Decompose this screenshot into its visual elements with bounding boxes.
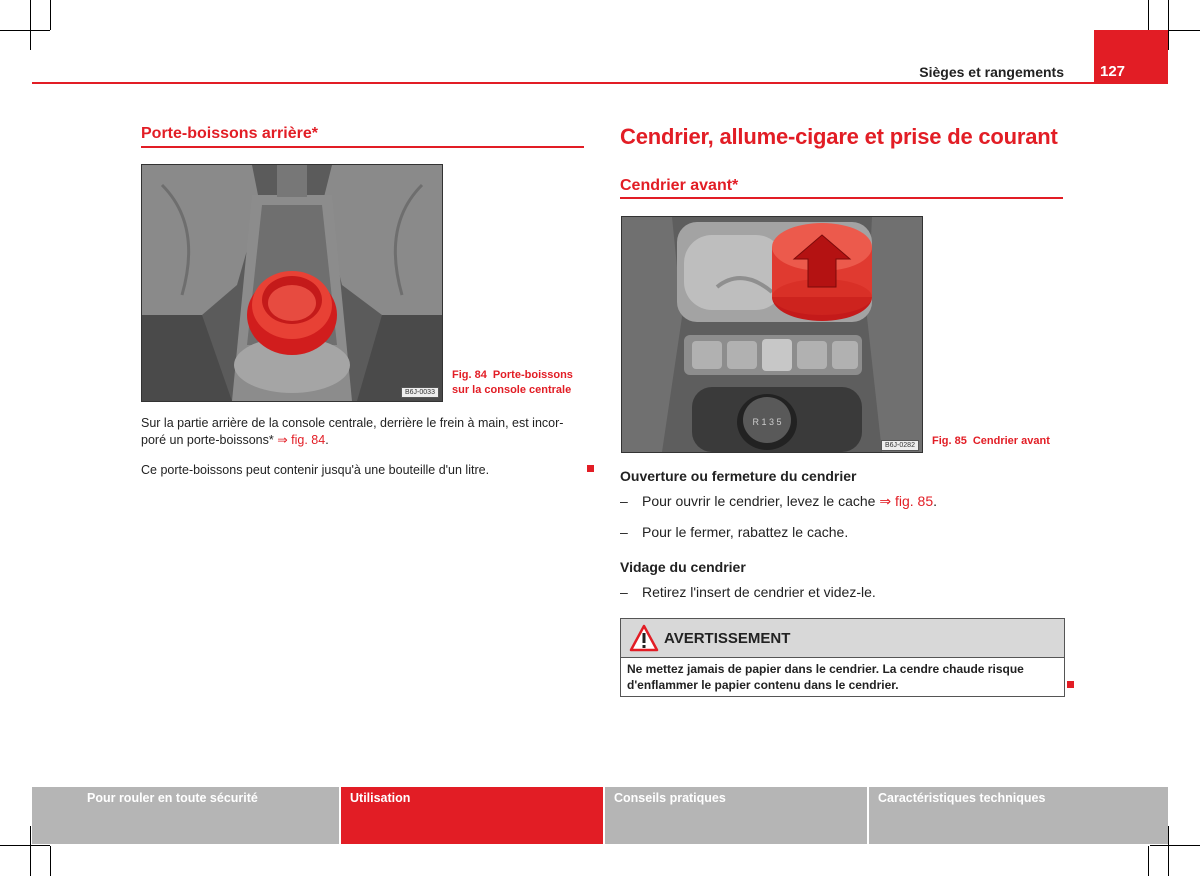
figure-84-image (141, 164, 443, 402)
crop-mark (1150, 845, 1200, 846)
footer-tab-securite[interactable] (32, 787, 339, 844)
caption-text: Porte-boissons (492, 369, 573, 381)
subheading-vidage: Vidage du cendrier (620, 559, 746, 575)
chapter-title: Cendrier, allume-cigare et prise de courant (620, 124, 1058, 149)
subheading-ouverture: Ouverture ou fermeture du cendrier (620, 468, 857, 484)
list-item (620, 493, 937, 510)
caption-text: sur la console centrale (452, 384, 572, 396)
footer-tab-label: Caractéristiques techniques (878, 791, 1046, 805)
figure-84-caption (452, 368, 573, 398)
end-of-section-square-icon (587, 465, 594, 472)
footer-tab-label: Pour rouler en toute sécurité (87, 791, 258, 805)
section-heading-rule (620, 197, 1063, 199)
cup-holder-illustration (142, 165, 442, 401)
footer-tab-label: Utilisation (350, 791, 411, 805)
crop-mark (1148, 0, 1149, 30)
list-item-text: . (933, 493, 937, 509)
warning-title: AVERTISSEMENT (664, 630, 791, 647)
figure-code: B6J-0282 (881, 440, 919, 451)
warning-box (620, 618, 1065, 697)
ashtray-illustration (622, 217, 922, 452)
crop-mark (0, 845, 50, 846)
footer-tab-utilisation[interactable] (341, 787, 603, 844)
running-head: Sièges et rangements (919, 64, 1064, 80)
footer-tab-label: Conseils pratiques (614, 791, 726, 805)
crop-mark (1168, 826, 1169, 876)
list-item-text: Pour ouvrir le cendrier, levez le cache (642, 493, 880, 509)
list-item-text: Pour le fermer, rabattez le cache. (642, 524, 849, 540)
paragraph-text: poré un porte-boissons* (141, 433, 278, 447)
crop-mark (30, 826, 31, 876)
footer-tab-caracteristiques[interactable] (869, 787, 1168, 844)
svg-text:R 1 3 5: R 1 3 5 (752, 417, 782, 427)
figure-85-image (621, 216, 923, 453)
crop-mark (1148, 846, 1149, 876)
list-item-text: Retirez l'insert de cendrier et videz-le. (642, 584, 876, 600)
paragraph: Ce porte-boissons peut contenir jusqu'à une bouteille d'un litre. (141, 463, 490, 477)
warning-triangle-icon (629, 624, 659, 652)
figure-reference-link[interactable]: ⇒ fig. 85 (879, 493, 934, 509)
caption-text: Cendrier avant (972, 435, 1050, 447)
end-of-section-square-icon (1067, 681, 1074, 688)
crop-mark (1168, 0, 1169, 50)
warning-text-line: d'enflammer le papier contenu dans le cendrier. (627, 678, 899, 692)
warning-text (627, 661, 1057, 693)
figure-85-caption (932, 434, 1050, 449)
paragraph (141, 415, 591, 449)
paragraph-text: Sur la partie arrière de la console centrale, derrière le frein à main, est incor- (141, 416, 564, 430)
warning-text-line: Ne mettez jamais de papier dans le cendrier. La cendre chaude risque (627, 662, 1024, 676)
paragraph-text: . (325, 433, 329, 447)
warning-header (621, 619, 1064, 658)
figure-code: B6J-0033 (401, 387, 439, 398)
dash-bullet: – (620, 584, 628, 600)
crop-mark (0, 30, 50, 31)
footer-tab-conseils[interactable] (605, 787, 867, 844)
dash-bullet: – (620, 524, 628, 540)
header-rule (32, 82, 1094, 84)
caption-number: Fig. 84 (452, 369, 487, 381)
crop-mark (30, 0, 31, 50)
caption-number: Fig. 85 (932, 435, 967, 447)
list-item (620, 584, 876, 600)
section-heading-cendrier: Cendrier avant* (620, 177, 739, 194)
section-heading-rule (141, 146, 584, 148)
dash-bullet: – (620, 493, 628, 509)
page-number: 127 (1100, 63, 1126, 80)
crop-mark (50, 0, 51, 30)
figure-reference-link[interactable]: ⇒ fig. 84 (277, 433, 326, 447)
section-heading-porte-boissons: Porte-boissons arrière* (141, 125, 318, 142)
crop-mark (50, 846, 51, 876)
list-item (620, 524, 848, 540)
